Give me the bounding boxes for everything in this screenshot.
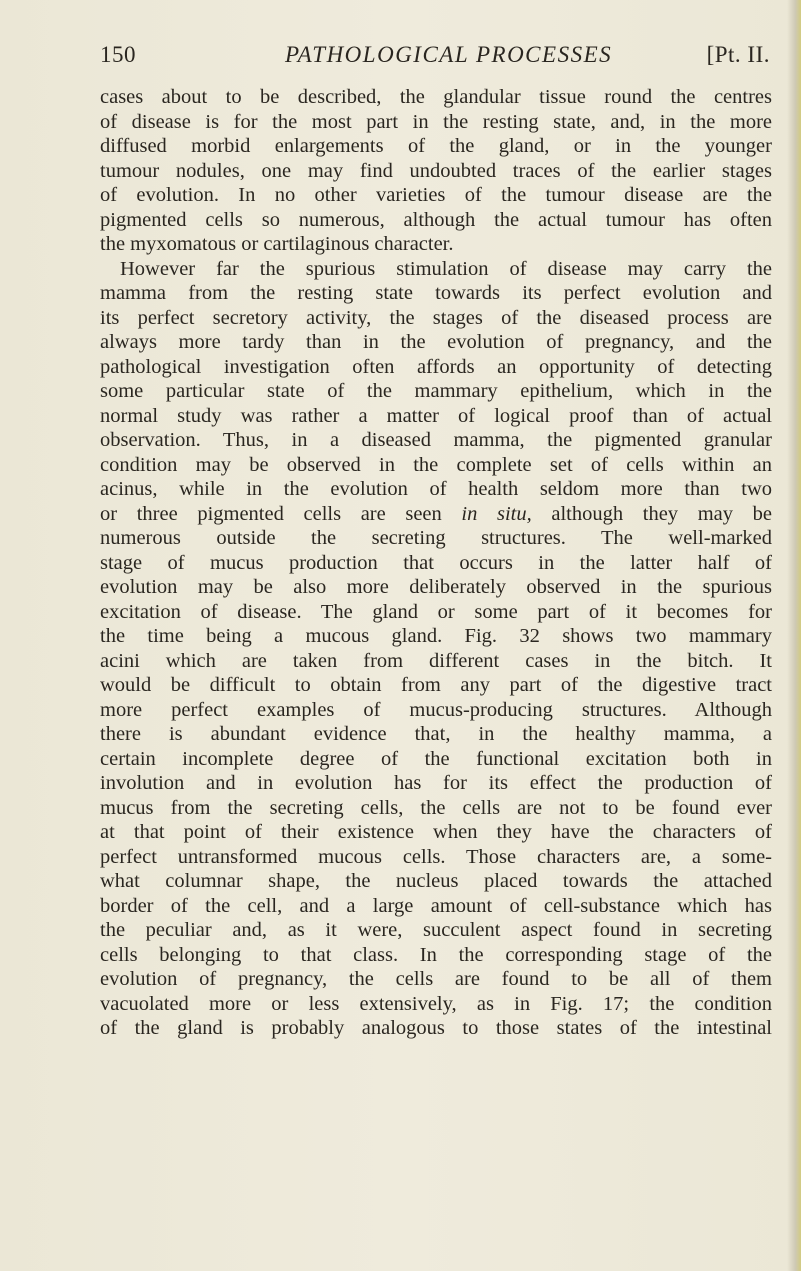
text-line: at that point of their existence when they have the characters of <box>100 821 772 843</box>
text-line-with-italic <box>100 502 772 527</box>
text-line: condition may be observed in the complete set of cells within an <box>100 453 772 476</box>
paragraph-start-line: However far the spurious stimulation of disease may carry the <box>120 257 772 280</box>
text-line: numerous outside the secreting structures. The well-marked <box>100 527 772 549</box>
text-line: the peculiar and, as it were, succulent aspect found in secreting <box>100 919 772 941</box>
text-line: tumour nodules, one may find undoubted traces of the earlier stages <box>100 159 772 182</box>
text-line: involution and in evolution has for its effect the production of <box>100 772 772 794</box>
text-line: of disease is for the most part in the resting state, and, in the more <box>100 110 772 133</box>
text-line: acini which are taken from different cases in the bitch. It <box>100 649 772 672</box>
text-line: excitation of disease. The gland or some part of it becomes for <box>100 600 772 623</box>
text-line: stage of mucus production that occurs in the latter half of <box>100 551 772 574</box>
text-line: would be difficult to obtain from any part of the digestive tract <box>100 674 772 696</box>
body-text <box>100 85 772 1041</box>
text-line: observation. Thus, in a diseased mamma, the pigmented granular <box>100 429 772 451</box>
text-line: evolution of pregnancy, the cells are found to be all of them <box>100 968 772 990</box>
text-segment: although they may be <box>551 502 772 525</box>
text-line: cases about to be described, the glandular tissue round the centres <box>100 86 772 108</box>
text-line: perfect untransformed mucous cells. Those characters are, a some- <box>100 845 772 868</box>
text-line: certain incomplete degree of the functional excitation both in <box>100 747 772 770</box>
text-line: always more tardy than in the evolution of pregnancy, and the <box>100 331 772 353</box>
text-line: normal study was rather a matter of logical proof than of actual <box>100 404 772 427</box>
text-line: evolution may be also more deliberately observed in the spurious <box>100 576 772 598</box>
text-line: of evolution. In no other varieties of the tumour disease are the <box>100 184 772 206</box>
text-line: some particular state of the mammary epithelium, which in the <box>100 380 772 402</box>
text-line: its perfect secretory activity, the stages of the diseased process are <box>100 306 772 329</box>
text-line: the time being a mucous gland. Fig. 32 shows two mammary <box>100 625 772 647</box>
text-line: mucus from the secreting cells, the cells are not to be found ever <box>100 796 772 819</box>
text-line: acinus, while in the evolution of health seldom more than two <box>100 478 772 500</box>
text-segment: or three pigmented cells are seen <box>100 502 442 525</box>
running-head-title: PATHOLOGICAL PROCESSES <box>285 42 613 67</box>
text-line: what columnar shape, the nucleus placed towards the attached <box>100 870 772 892</box>
text-line: mamma from the resting state towards its perfect evolution and <box>100 282 772 304</box>
running-head <box>100 42 770 72</box>
text-line: more perfect examples of mucus-producing structures. Although <box>100 698 772 721</box>
text-line: pathological investigation often affords an opportunity of detecting <box>100 355 772 378</box>
text-line: diffused morbid enlargements of the gland, or in the younger <box>100 135 772 157</box>
text-line: cells belonging to that class. In the corresponding stage of the <box>100 943 772 966</box>
page-edge-shadow <box>787 0 801 1271</box>
text-line: vacuolated more or less extensively, as in Fig. 17; the condition <box>100 992 772 1015</box>
text-line: of the gland is probably analogous to those states of the intestinal <box>100 1017 772 1039</box>
text-line: pigmented cells so numerous, although the actual tumour has often <box>100 208 772 231</box>
page-number: 150 <box>100 42 136 67</box>
text-line: there is abundant evidence that, in the healthy mamma, a <box>100 723 772 745</box>
text-line: border of the cell, and a large amount of cell-substance which has <box>100 894 772 917</box>
running-head-part: [Pt. II. <box>706 42 770 67</box>
italic-phrase: in situ, <box>461 502 532 525</box>
text-line: the myxomatous or cartilaginous character. <box>100 233 454 255</box>
